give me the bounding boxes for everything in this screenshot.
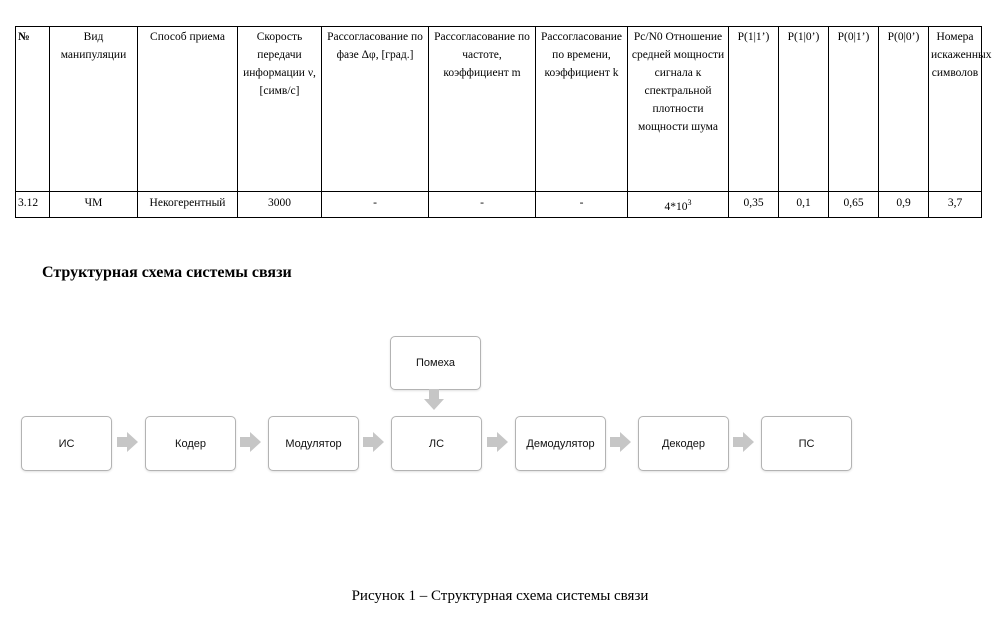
cell-distorted: 3,7	[929, 192, 982, 218]
header-reception: Способ приема	[138, 27, 238, 192]
table-header-row	[16, 27, 982, 192]
arrow-right-icon	[363, 432, 385, 452]
header-manipulation: Вид манипуляции	[50, 27, 138, 192]
table-row	[16, 192, 982, 218]
arrow-down-icon	[424, 389, 444, 411]
cell-p01: 0,65	[829, 192, 879, 218]
header-p01: P(0|1’)	[829, 27, 879, 192]
cell-number: 3.12	[16, 192, 50, 218]
snr-base: 4*10	[664, 200, 688, 213]
cell-p00: 0,9	[879, 192, 929, 218]
header-time: Рассогласование по времени, коэффициент k	[536, 27, 628, 192]
cell-frequency: -	[429, 192, 536, 218]
arrow-right-icon	[733, 432, 755, 452]
block-source: ИС	[21, 416, 112, 471]
block-channel: ЛС	[391, 416, 482, 471]
cell-speed: 3000	[238, 192, 322, 218]
block-decoder: Декодер	[638, 416, 729, 471]
header-p10: P(1|0’)	[779, 27, 829, 192]
block-coder: Кодер	[145, 416, 236, 471]
cell-time: -	[536, 192, 628, 218]
block-demodulator: Демодулятор	[515, 416, 606, 471]
cell-p10: 0,1	[779, 192, 829, 218]
cell-snr	[628, 192, 729, 218]
header-p00: P(0|0’)	[879, 27, 929, 192]
header-snr: Pс/N0 Отношение средней мощности сигнала к спектральной плотности мощности шума	[628, 27, 729, 192]
arrow-right-icon	[117, 432, 139, 452]
header-frequency: Рассогласование по частоте, коэффициент m	[429, 27, 536, 192]
parameters-table	[15, 26, 992, 218]
cell-reception: Некогерентный	[138, 192, 238, 218]
snr-exponent: 3	[687, 198, 692, 207]
section-title: Структурная схема системы связи	[42, 264, 292, 281]
block-receiver: ПС	[761, 416, 852, 471]
arrow-right-icon	[240, 432, 262, 452]
arrow-right-icon	[610, 432, 632, 452]
header-number: №	[16, 27, 50, 192]
cell-p11: 0,35	[729, 192, 779, 218]
header-speed: Скорость передачи информации ν, [симв/с]	[238, 27, 322, 192]
block-modulator: Модулятор	[268, 416, 359, 471]
cell-phase: -	[322, 192, 429, 218]
cell-manipulation: ЧМ	[50, 192, 138, 218]
header-p11: P(1|1’)	[729, 27, 779, 192]
header-phase: Рассогласование по фазе Δφ, [град.]	[322, 27, 429, 192]
figure-caption: Рисунок 1 – Структурная схема системы связи	[351, 588, 649, 604]
header-distorted: Номера искаженных символов	[929, 27, 982, 192]
arrow-right-icon	[487, 432, 509, 452]
noise-block: Помеха	[390, 336, 481, 390]
